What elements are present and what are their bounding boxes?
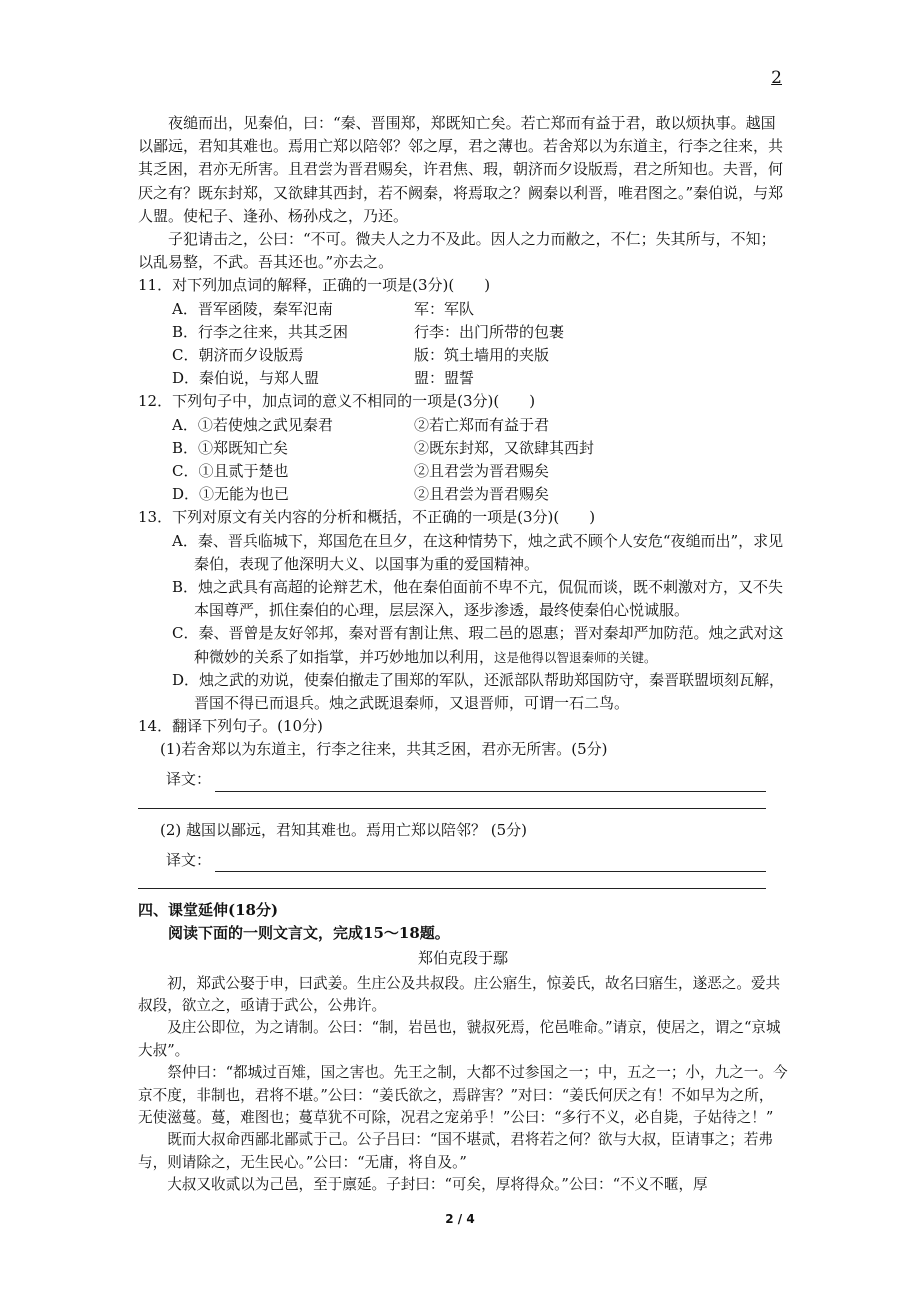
classical-text: [138, 973, 788, 1197]
translation-label: 译文：: [166, 850, 212, 869]
q13-option-b: B．烛之武具有高超的论辩艺术，他在秦伯面前不卑不亢，侃侃而谈，既不刺激对方，又不失本国尊严，抓住秦伯的心理，层层深入，逐步渗透，最终使秦伯心悦诚服。: [172, 578, 784, 620]
section-4-title: 四、课堂延伸(18分): [138, 900, 279, 919]
question-11-stem: 11．对下列加点词的解释，正确的一项是(3分)( ): [138, 276, 491, 295]
q14-sentence-1: (1)若舍郑以为东道主，行李之往来，共其乏困，君亦无所害。(5分): [160, 740, 608, 759]
page-footer: 2 / 4: [445, 1212, 475, 1226]
question-13-stem: 13．下列对原文有关内容的分析和概括，不正确的一项是(3分)( ): [138, 508, 596, 527]
page-content: [138, 112, 788, 1197]
q13-option-c: C．秦、晋曾是友好邻邦，秦对晋有割让焦、瑕二邑的恩惠；晋对秦却严加防范。烛之武对这种微妙的关系了如指掌，并巧妙地加以利用，这是他得以智退秦师的关键。: [172, 624, 784, 666]
q11-option-b: B．行李之往来，共其乏困 行李：出门所带的包裹: [172, 322, 565, 341]
q12-option-a: A．①若使烛之武见秦君 ②若亡郑而有益于君: [172, 415, 550, 434]
q13-option-d: D．烛之武的劝说，使秦伯撤走了围郑的军队，还派部队帮助郑国防守，秦晋联盟顷刻瓦解，晋国不得已而退兵。烛之武既退秦师，又退晋师，可谓一石二鸟。: [172, 670, 785, 713]
answer-line-2b[interactable]: [138, 872, 766, 889]
question-14-stem: 14．翻译下列句子。(10分): [138, 717, 323, 736]
answer-line-1b[interactable]: [138, 792, 766, 809]
classical-paragraph: 既而大叔命西鄙北鄙贰于己。公子吕曰：“国不堪贰，君将若之何？欲与大叔，臣请事之；若弗与，则请除之，无生民心。”公曰：“无庸，将自及。”: [138, 1131, 773, 1171]
answer-line-2[interactable]: [138, 842, 788, 872]
answer-line-1[interactable]: [138, 762, 788, 792]
q11-option-a: A．晋军函陵，秦军氾南 军：军队: [172, 299, 475, 318]
q11-option-d: D．秦伯说，与郑人盟 盟：盟誓: [172, 369, 475, 388]
q14-sentence-2: (2) 越国以鄙远，君知其难也。焉用亡郑以陪邻？ (5分): [160, 820, 528, 839]
classical-text-title: 郑伯克段于鄢: [417, 949, 508, 968]
q13-option-a: A．秦、晋兵临城下，郑国危在旦夕，在这种情势下，烛之武不顾个人安危“夜缒而出”，求见秦伯，表现了他深明大义、以国事为重的爱国精神。: [172, 531, 784, 573]
classical-paragraph: 及庄公即位，为之请制。公曰：“制，岩邑也，虢叔死焉，佗邑唯命。”请京，使居之，谓之“京城大叔”。: [138, 1019, 781, 1059]
q12-option-b: B．①郑既知亡矣 ②既东封郑，又欲肆其西封: [172, 438, 595, 457]
translation-label: 译文：: [166, 770, 212, 789]
q11-option-c: C．朝济而夕设版焉 版：筑土墙用的夹版: [172, 346, 550, 365]
passage-paragraph: 夜缒而出，见秦伯，曰：“秦、晋围郑，郑既知亡矣。若亡郑而有益于君，敢以烦执事。越国以鄙远，君知其难也。焉用亡郑以陪邻？邻之厚，君之薄也。若舍郑以为东道主，行李之往来，共其乏困，君亦无所害。且君尝为晋君赐矣，许君焦、瑕，朝济而夕设版焉，君之所知也。夫晋，何厌之有？既东封郑，又欲肆其西封，若不阙秦，将焉取之？阙秦以利晋，唯君图之。”秦伯说，与郑人盟。使杞子、逢孙、杨孙戍之，乃还。: [138, 114, 784, 225]
passage-paragraph: 子犯请击之，公曰：“不可。微夫人之力不及此。因人之力而敝之，不仁；失其所与，不知；以乱易整，不武。吾其还也。”亦去之。: [138, 230, 776, 272]
section-4-instruction: 阅读下面的一则文言文，完成15～18题。: [168, 924, 450, 943]
classical-paragraph: 大叔又收贰以为己邑，至于廪延。子封曰：“可矣，厚将得众。”公曰：“不义不暱，厚: [167, 1176, 708, 1194]
classical-paragraph: 初，郑武公娶于申，曰武姜。生庄公及共叔段。庄公寤生，惊姜氏，故名曰寤生，遂恶之。爱共叔段，欲立之，亟请于武公，公弗许。: [138, 974, 781, 1014]
q12-option-c: C．①且贰于楚也 ②且君尝为晋君赐矣: [172, 462, 550, 481]
classical-paragraph: 祭仲曰：“都城过百雉，国之害也。先王之制，大都不过参国之一；中，五之一；小，九之一。今京不度，非制也，君将不堪。”公曰：“姜氏欲之，焉辟害？”对曰：“姜氏何厌之有！不如早为之所，无使滋蔓。蔓，难图也；蔓草犹不可除，况君之宠弟乎！”公曰：“多行不义，必自毙，子姑待之！”: [138, 1064, 788, 1126]
question-12-stem: 12．下列句子中，加点词的意义不相同的一项是(3分)( ): [138, 392, 536, 411]
q12-option-d: D．①无能为也已 ②且君尝为晋君赐矣: [172, 485, 550, 504]
page-number-top: 2: [771, 68, 782, 88]
